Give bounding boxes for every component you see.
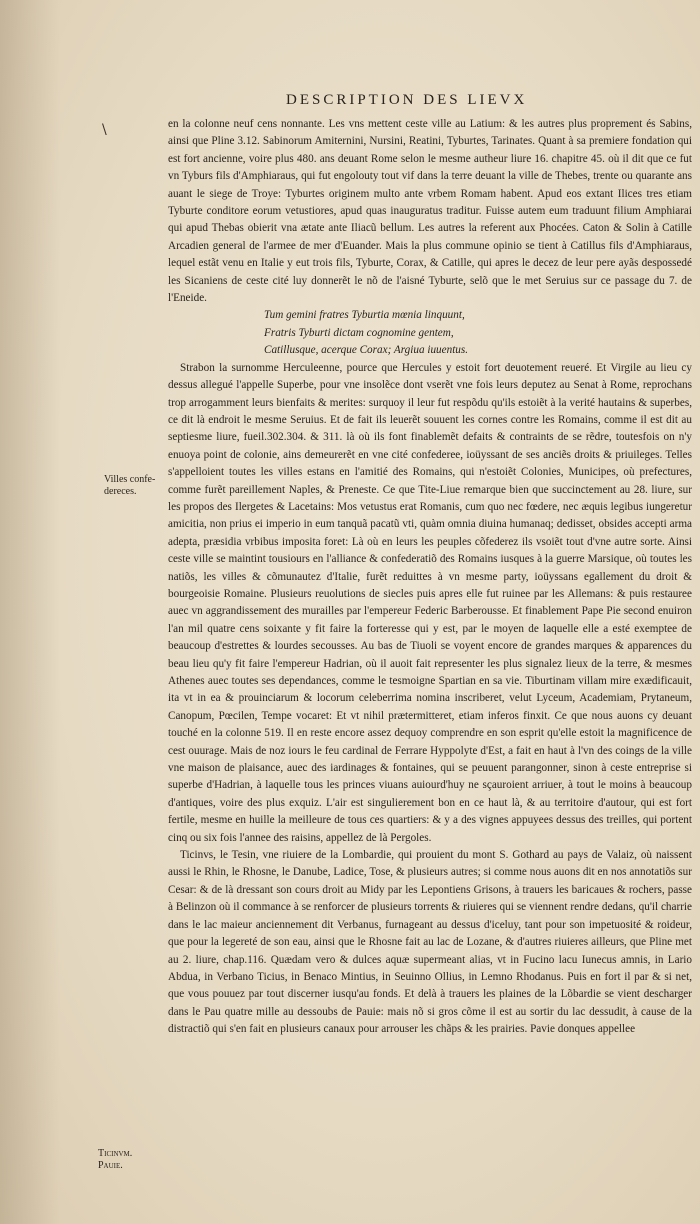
margin-note-villes-confederees [104,474,166,498]
margin-note-text: Ticinvm. Pauie. [98,1148,133,1171]
paragraph-tivoli-origin: en la colonne neuf cens nonnante. Les vns mettent ceste ville au Latium: & les autres plus proprement és Sabins, ainsi que Pline 3.12. Sabinorum Amiternini, Nursini, Reatini, Tyburtes, Tarinates. Quant à sa premiere fondation qui est fort ancienne, voire plus 480. ans deuant Rome selon le mesme autheur liure 16. chapitre 45. où il dit que ce fut vn Tyburs fils d'Amphiaraus, qui fut engolouty tout vif dans la terre deuant la ville de Thebes, trente ou quarante ans auant le siege de Troye: Tyburtes originem multo ante vrbem Romam habent. Apud eos extant Ilices tres etiam Tyburte conditore eorum vetustiores, apud quas inauguratus traditur. Fuisse autem eum traduunt filium Amphiarai qui apud Thebas obierit vna ætate ante Iliacũ bellum. Les autres la referent aux Phocées. Caton & Solin à Catille Arcadien general de l'armee de mer d'Euander. Mais la plus commune opinio se tient à Catillus fils d'Amphiaraus, lequel estãt venu en Italie y eut trois fils, Tyburte, Corax, & Catille, qui apres le decez de leur pere ayãs despossedé les Sicaniens de ceste cité luy donnerẽt le nõ de l'aisné Tyburte, selõ que le met Seruius sur ce passage du 7. de l'Eneide. [168,118,692,305]
margin-note-ticinum [98,1148,158,1172]
paragraph-tivoli-history: Strabon la surnomme Herculeenne, pource que Hercules y estoit fort deuotement reueré. Et Virgile au lieu cy dessus allegué l'appelle Superbe, pour vne insolẽce dont vserẽt vne fois leurs deputez au Senat à Rome, reprochans trop arrogamment leurs bienfaits & merites: surquoy il leur fut respõdu qu'ils estoiẽt à la verité hautains & superbes, ce dit là endroit le mesme Seruius. Et de fait ils leuerẽt souuent les cornes contre les Romains, comme il est dit au septiesme liure, fueil.302.304. & 311. là où ils font finablemẽt defaits & contraints de se rẽdre, toutesfois on n'y enuoya point de colonie, ains demeurerẽt en vne cité confederee, ioüyssant de ses anciẽs droits & priuileges. Telles s'appelloient toutes les villes estans en l'amitié des Romains, qui n'estoiẽt Colonies, Municipes, où prefectures, comme furẽt pareillement Naples, & Preneste. Ce que Tite-Liue remarque bien que succinctement au 28. liure, sur les propos des Ilergetes & Lacetains: Mos vetustus erat Romanis, cum quo nec fœdere, nec æquis legibus iungeretur amicitia, non prius ei imperio in eum tanquã pacatũ vti, quàm omnia diuina humanaq; dedisset, obsides accepti arma adepta, præsidia vrbibus imposita foret: Là où en leurs les peuples cõfederez ils vsoiẽt tout d'vne autre sorte. Ainsi ceste ville se maintint tousiours en l'alliance & confederatiõ des Romains iusques à la guerre Marsique, où toutes les natiõs, les villes & cõmunautez d'Italie, furẽt reduittes à vn mesme party, ioüyssans egallement du droit & bourgeoisie Romaine. Plusieurs reuolutions de siecles puis apres elle fut ruinee par les Allemans: & puis restauree auec vn aggrandissement des murailles par l'empereur Federic Barberousse. Et finablement Pape Pie second enuiron l'an mil quatre cens soixante y fit faire la forteresse qui y est, par le moyen de laquelle elle a esté exemptee de beaucoup d'estrettes & lourdes secousses. Au bas de Tiuoli se voyent encore de grandes marques & apparences du beau lieu qu'y fit faire l'empereur Hadrian, où il auoit fait representer les plus signalez lieux de la terre, & mesmes Athenes auec toutes ses dependances, comme le tesmoigne Spartian en sa vie. Tiburtinam villam mire exædificauit, ita vt in ea & prouinciarum & locorum celeberrima nomina inscriberet, velut Lyceum, Academiam, Prytaneum, Canopum, Pœcilen, Tempe vocaret: Et vt nihil prætermitteret, etiam inferos finxit. Ce que nous auons cy deuant touché en la colonne 519. Il en reste encore assez dequoy comprendre en son esprit qu'elle estoit la magnificence de cest ouurage. Mais de noz iours le feu cardinal de Ferrare Hyppolyte d'Est, a fait en haut à l'vn des coings de la ville vne maison de plaisance, auec des iardinages & fontaines, qui se peuuent parangonner, sinon à ceste entreprise si superbe d'Hadrian, à laquelle tous les princes viuans auiourd'huy ne sçauroient arriuer, à tout le moins à beaucoup d'antiques, voire des plus exquiz. L'air est singulierement bon en ce haut là, & au territoire d'autour, qui est fort fertile, mesme en huille la meilleure de tous ces quartiers: & y a des vignes appuyees dessus des treilles, qui portent cinq ou six fois l'annee des raisins, appellez de là Pergoles. [168,361,692,844]
paragraph-ticinus: Ticinvs, le Tesin, vne riuiere de la Lombardie, qui prouient du mont S. Gothard au pays de Valaiz, où naissent aussi le Rhin, le Rhosne, le Danube, Ladice, Tose, & plusieurs autres; si comme nous auons dit en nos annotatiõs sur Cesar: & de là dressant son cours droit au Midy par les Lepontiens Grisons, à trauers les baricaues & rochers, passe à Belinzon où il commance à se renforcer de plusieurs torrents & riuieres qui se viennent rendre dedans, qu'il charrie dans le lac maieur anciennement dit Verbanus, furnageant au dessus d'iceluy, tant pour son impetuosité & roideur, que pour la legereté de son eau, ainsi que le Rhosne fait au lac de Lozane, & d'autres riuieres ailleurs, que Pline met au 2. liure, chap.116. Quædam vero & dulces aquæ supermeant alias, vt in Fucino lacu Iunecus amnis, in Lario Abdua, in Verbano Ticius, in Benaco Mintius, in Seuinno Ollius, in Lemno Rhodanus. Puis en fort il par & si net, que vous pouuez par tout discerner iusqu'au fonds. Et delà à trauers les plaines de la Lõbardie se vient descharger dans le Pau quatre mille au dessoubs de Pauie: mais nõ si gros cõme il est au sortir du lac dessudit, à cause de la distractiõ qui s'en fait en plusieurs canaux pour arrouser les chãps & les prairies. Pavie donques appellee [168,849,692,1036]
corner-mark: \ [102,122,107,138]
verse-quotation [168,307,692,359]
gutter-shadow [0,0,60,1224]
running-head: DESCRIPTION DES LIEVX [286,92,528,108]
verse-line: Tum gemini fratres Tyburtia mœnia linquunt, [264,309,465,322]
verse-line: Fratris Tyburti dictam cognomine gentem, [264,326,454,339]
verse-line: Catillusque, acerque Corax; Argiua iuuentus. [264,344,469,357]
margin-note-text: Villes confe- dereces. [104,474,156,497]
body-text [168,116,692,1039]
